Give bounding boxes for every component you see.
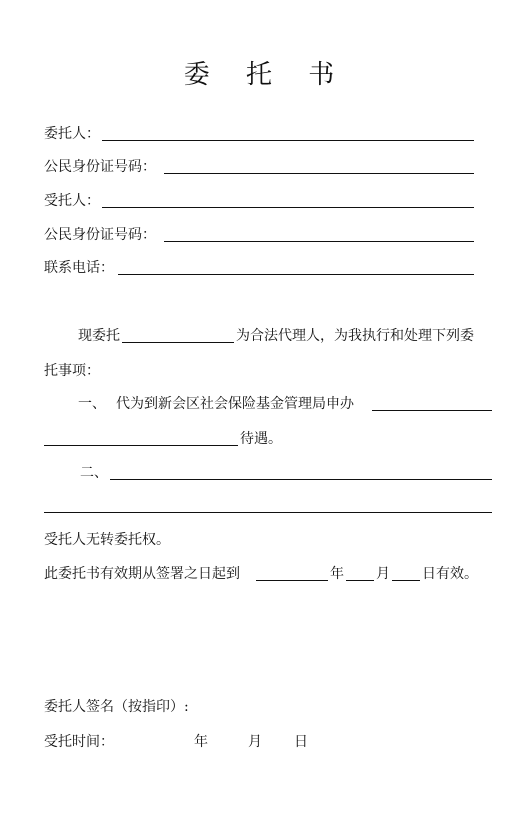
item2-number: 二、 bbox=[80, 465, 108, 481]
time-month-label: 月 bbox=[248, 734, 262, 750]
item1-number: 一、 bbox=[78, 396, 106, 412]
entrust-suffix: 为合法代理人，为我执行和处理下列委 bbox=[236, 328, 474, 344]
validity-year-blank[interactable] bbox=[256, 580, 328, 581]
item1-end: 待遇。 bbox=[240, 431, 282, 447]
entrust-prefix: 现委托 bbox=[78, 328, 120, 344]
validity-day-blank[interactable] bbox=[392, 580, 420, 581]
item1-blank-line-a[interactable] bbox=[372, 410, 492, 411]
phone-blank-line[interactable] bbox=[118, 274, 474, 275]
document-title: 委 托 书 bbox=[183, 60, 349, 90]
validity-month-label: 月 bbox=[376, 566, 390, 582]
principal-label: 委托人： bbox=[44, 126, 100, 142]
validity-month-blank[interactable] bbox=[346, 580, 374, 581]
phone-label: 联系电话： bbox=[44, 260, 114, 276]
validity-year-label: 年 bbox=[330, 566, 344, 582]
principal-id-label: 公民身份证号码： bbox=[44, 159, 156, 175]
validity-prefix: 此委托书有效期从签署之日起到 bbox=[44, 566, 240, 582]
signature-label: 委托人签名（按指印）: bbox=[44, 699, 189, 715]
principal-id-blank-line[interactable] bbox=[164, 173, 474, 174]
agent-name-blank-line[interactable] bbox=[122, 342, 234, 343]
item1-text: 代为到新会区社会保险基金管理局申办 bbox=[116, 396, 354, 412]
agent-id-blank-line[interactable] bbox=[164, 241, 474, 242]
entrust-time-label: 受托时间： bbox=[44, 734, 114, 750]
time-year-label: 年 bbox=[194, 734, 208, 750]
item2-blank-line-a[interactable] bbox=[110, 479, 492, 480]
agent-blank-line[interactable] bbox=[102, 207, 474, 208]
time-day-label: 日 bbox=[294, 734, 308, 750]
item1-blank-line-b[interactable] bbox=[44, 445, 238, 446]
entrust-line2: 托事项： bbox=[44, 363, 100, 379]
agent-id-label: 公民身份证号码： bbox=[44, 227, 156, 243]
validity-day-label: 日有效。 bbox=[422, 566, 478, 582]
agent-label: 受托人： bbox=[44, 193, 100, 209]
no-transfer-statement: 受托人无转委托权。 bbox=[44, 532, 170, 548]
item2-blank-line-b[interactable] bbox=[44, 512, 492, 513]
principal-blank-line[interactable] bbox=[102, 140, 474, 141]
